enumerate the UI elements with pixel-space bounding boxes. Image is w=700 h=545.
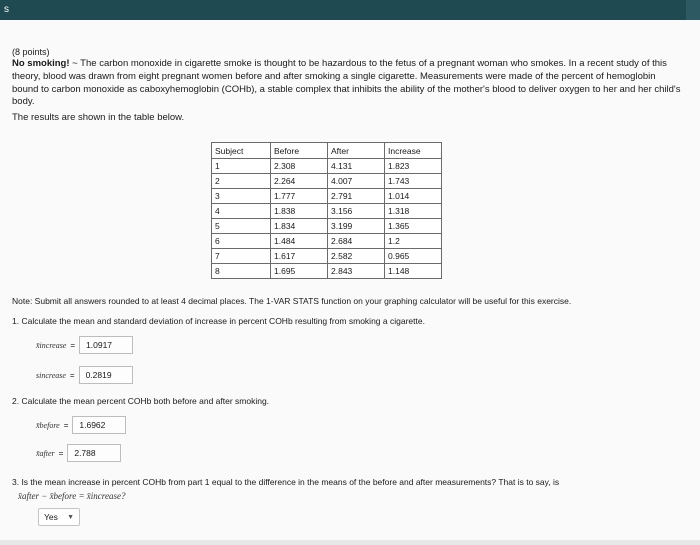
answer-row-mean-before xyxy=(36,416,126,434)
table-cell: 0.965 xyxy=(385,249,442,264)
mean-before-input[interactable]: 1.6962 xyxy=(72,416,126,434)
table-cell: 4.007 xyxy=(328,174,385,189)
table-cell: 1.695 xyxy=(271,264,328,279)
table-cell: 3 xyxy=(212,189,271,204)
table-cell: 2.264 xyxy=(271,174,328,189)
equals-sign: = xyxy=(70,340,76,350)
question-3-formula: x̄after − x̄before = x̄increase? xyxy=(18,491,126,501)
answer-row-mean-after xyxy=(36,444,121,462)
table-cell: 4.131 xyxy=(328,159,385,174)
answer-row-sd-increase xyxy=(36,366,133,384)
table-cell: 1.743 xyxy=(385,174,442,189)
equals-sign: = xyxy=(58,448,64,458)
table-row xyxy=(212,204,442,219)
chevron-down-icon: ▼ xyxy=(67,513,74,521)
table-cell: 1.823 xyxy=(385,159,442,174)
table-cell: 2.308 xyxy=(271,159,328,174)
mean-increase-label: x̄increase xyxy=(36,340,67,350)
table-cell: 1.014 xyxy=(385,189,442,204)
table-cell: 3.199 xyxy=(328,219,385,234)
table-header-subject: Subject xyxy=(212,143,271,159)
equals-sign: = xyxy=(63,420,69,430)
table-row xyxy=(212,264,442,279)
mean-after-input[interactable]: 2.788 xyxy=(67,444,121,462)
table-cell: 1.834 xyxy=(271,219,328,234)
question-intro xyxy=(12,58,682,109)
table-cell: 1.2 xyxy=(385,234,442,249)
table-row xyxy=(212,159,442,174)
table-row xyxy=(212,174,442,189)
table-cell: 1.365 xyxy=(385,219,442,234)
table-cell: 1.484 xyxy=(271,234,328,249)
table-row xyxy=(212,249,442,264)
table-cell: 2.791 xyxy=(328,189,385,204)
question-title: No smoking! xyxy=(12,58,70,69)
table-header-before: Before xyxy=(271,143,328,159)
results-table xyxy=(211,142,442,279)
results-label: The results are shown in the table below. xyxy=(12,112,185,123)
top-bar xyxy=(0,0,700,20)
question-3-prompt: 3. Is the mean increase in percent COHb from part 1 equal to the difference in the means of the before and after measurements? That is to say, is xyxy=(12,477,560,487)
note-text: Note: Submit all answers rounded to at least 4 decimal places. The 1-VAR STATS function on your graphing calculator will be useful for this exercise. xyxy=(12,296,572,306)
yes-no-select[interactable] xyxy=(38,508,80,526)
table-cell: 5 xyxy=(212,219,271,234)
table-cell: 1.148 xyxy=(385,264,442,279)
table-header-row xyxy=(212,143,442,159)
top-bar-label: s xyxy=(4,4,9,15)
table-row xyxy=(212,219,442,234)
question-1-prompt: 1. Calculate the mean and standard deviation of increase in percent COHb resulting from smoking a cigarette. xyxy=(12,316,425,326)
table-cell: 2.582 xyxy=(328,249,385,264)
question-2-prompt: 2. Calculate the mean percent COHb both before and after smoking. xyxy=(12,396,270,406)
table-cell: 2.684 xyxy=(328,234,385,249)
top-bar-corner xyxy=(686,0,700,20)
table-cell: 7 xyxy=(212,249,271,264)
sd-increase-label: sincrease xyxy=(36,370,66,380)
table-cell: 1.838 xyxy=(271,204,328,219)
table-cell: 1.777 xyxy=(271,189,328,204)
equals-sign: = xyxy=(69,370,75,380)
table-cell: 6 xyxy=(212,234,271,249)
table-cell: 2.843 xyxy=(328,264,385,279)
table-header-increase: Increase xyxy=(385,143,442,159)
table-header-after: After xyxy=(328,143,385,159)
bottom-rule xyxy=(0,540,700,545)
table-row xyxy=(212,234,442,249)
table-cell: 4 xyxy=(212,204,271,219)
question-intro-text: ~ The carbon monoxide in cigarette smoke is thought to be hazardous to the fetus of a pregnant woman who smokes. In a recent study of this theory, blood was drawn from eight pregnant women before and after smoking a single cigarette. Measurements were made of the percent of hemoglobin bound to carbon monoxide as caboxyhemoglobin (COHb), a stable complex that inhibits the ability of the mother's blood to deliver oxygen to her and her child's body. xyxy=(12,58,681,108)
table-cell: 2 xyxy=(212,174,271,189)
table-row xyxy=(212,189,442,204)
table-cell: 1.617 xyxy=(271,249,328,264)
table-cell: 8 xyxy=(212,264,271,279)
mean-before-label: x̄before xyxy=(36,420,60,430)
table-cell: 1.318 xyxy=(385,204,442,219)
mean-increase-input[interactable]: 1.0917 xyxy=(79,336,133,354)
answer-row-mean-increase xyxy=(36,336,133,354)
table-cell: 1 xyxy=(212,159,271,174)
select-value: Yes xyxy=(44,512,58,522)
sd-increase-input[interactable]: 0.2819 xyxy=(79,366,133,384)
question-points: (8 points) xyxy=(12,47,50,57)
mean-after-label: x̄after xyxy=(36,448,55,458)
table-cell: 3.156 xyxy=(328,204,385,219)
